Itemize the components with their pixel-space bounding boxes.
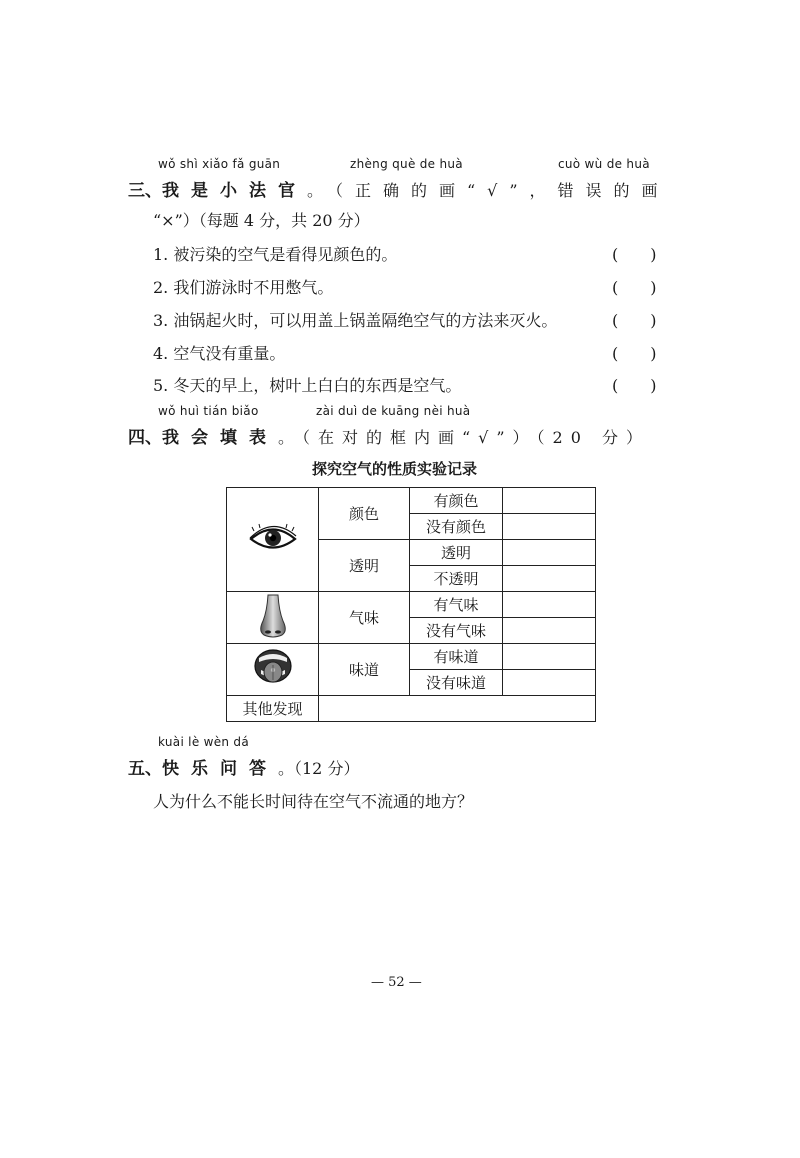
section5-prefix: 五、	[128, 759, 162, 779]
section3-prefix: 三、	[128, 181, 162, 201]
option-no-smell: 没有气味	[410, 618, 503, 644]
judge-answer-3[interactable]: ( )	[612, 311, 657, 330]
section3-title-pinyin: wǒ shì xiǎo fǎ guān	[158, 157, 281, 171]
option-no-taste: 没有味道	[410, 670, 503, 696]
nose-icon	[258, 593, 288, 639]
section4-title-pinyin: wǒ huì tián biǎo	[158, 404, 259, 418]
section5-question: 人为什么不能长时间待在空气不流通的地方？	[153, 792, 474, 811]
section5-title-pinyin: kuài lè wèn dá	[158, 735, 250, 749]
other-findings-label: 其他发现	[227, 696, 319, 722]
nose-icon-cell	[227, 592, 319, 644]
section5-instruction: 。（12 分）	[278, 759, 360, 778]
judge-item-1: 1. 被污染的空气是看得见颜色的。	[153, 245, 398, 264]
mouth-icon-cell	[227, 644, 319, 696]
section5-title: 快乐问答	[162, 759, 278, 779]
section4-heading	[128, 423, 650, 448]
judge-answer-5[interactable]: ( )	[612, 376, 657, 395]
mark-box-transparent[interactable]	[503, 540, 596, 566]
experiment-table	[226, 487, 596, 722]
section3-instruction-2: “×”）（每题 4 分，共 20 分）	[153, 211, 370, 230]
section4-instruction: 。（在对的框内画“√”）（20 分）	[278, 428, 651, 447]
option-transparent: 透明	[410, 540, 503, 566]
mark-box-has-color[interactable]	[503, 488, 596, 514]
judge-answer-4[interactable]: ( )	[612, 344, 657, 363]
mark-box-no-taste[interactable]	[503, 670, 596, 696]
taste-label-cell: 味道	[319, 644, 410, 696]
judge-item-3: 3. 油锅起火时，可以用盖上锅盖隔绝空气的方法来灭火。	[153, 311, 558, 330]
judge-item-2: 2. 我们游泳时不用憋气。	[153, 278, 334, 297]
eye-icon	[248, 522, 298, 554]
table-title: 探究空气的性质实验记录	[312, 460, 478, 478]
judge-item-5: 5. 冬天的早上，树叶上白白的东西是空气。	[153, 376, 462, 395]
section5-heading	[128, 754, 359, 779]
judge-item-4: 4. 空气没有重量。	[153, 344, 286, 363]
option-has-taste: 有味道	[410, 644, 503, 670]
section3-correct-pinyin: zhèng què de huà	[350, 157, 463, 171]
mark-box-no-color[interactable]	[503, 514, 596, 540]
transparency-label-cell: 透明	[319, 540, 410, 592]
section4-prefix: 四、	[128, 428, 162, 448]
section3-title: 我是小法官	[162, 181, 307, 201]
section4-instr-pinyin: zài duì de kuāng nèi huà	[316, 404, 471, 418]
mark-box-has-taste[interactable]	[503, 644, 596, 670]
option-no-color: 没有颜色	[410, 514, 503, 540]
mark-box-has-smell[interactable]	[503, 592, 596, 618]
judge-answer-1[interactable]: ( )	[612, 245, 657, 264]
judge-answer-2[interactable]: ( )	[612, 278, 657, 297]
color-label-cell: 颜色	[319, 488, 410, 540]
mouth-icon	[253, 646, 293, 690]
section4-title: 我会填表	[162, 428, 278, 448]
mark-box-not-transparent[interactable]	[503, 566, 596, 592]
option-not-transparent: 不透明	[410, 566, 503, 592]
smell-label-cell: 气味	[319, 592, 410, 644]
option-has-color: 有颜色	[410, 488, 503, 514]
section3-instruction: 。（正确的画“√”，错误的画	[307, 181, 670, 200]
other-findings-input[interactable]	[319, 696, 596, 722]
section3-heading	[128, 176, 670, 201]
option-has-smell: 有气味	[410, 592, 503, 618]
page-number: — 52 —	[371, 975, 422, 990]
section3-wrong-pinyin: cuò wù de huà	[558, 157, 650, 171]
mark-box-no-smell[interactable]	[503, 618, 596, 644]
eye-icon-cell	[227, 488, 319, 592]
